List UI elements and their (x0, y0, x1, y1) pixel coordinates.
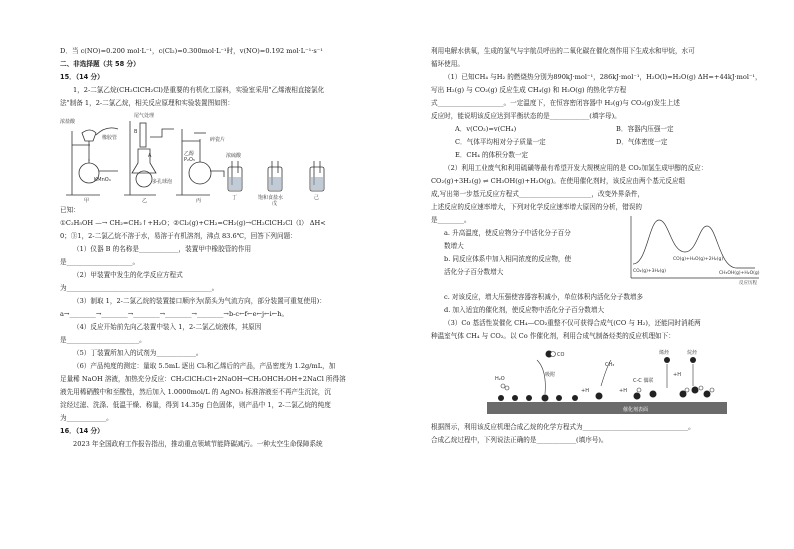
q15-part1-cont: 是____________________。 (60, 258, 140, 266)
q15-part4-cont: 是______________________。 (60, 336, 146, 344)
q16-ab-block (431, 228, 764, 292)
q15-part6-cont3: 淀经过滤、洗涤、低温干燥、称量，得到 14.35g 白色固体，则产品中 1，2-二氯乙烷的纯度 (60, 401, 331, 409)
label-ding: 丁 (232, 195, 238, 201)
graph-label-products: CH₃OH(g)+H₂O(g) (719, 271, 760, 276)
mech-label-surface: 催化剂表面 (623, 407, 649, 413)
q16-intro-cont2: 循环使用。 (431, 60, 464, 68)
mechanism-svg (487, 346, 727, 420)
label-p2o5: P₂O₅ (184, 157, 195, 163)
apparatus-diagram (60, 111, 377, 207)
known-2: 0；③1，2-二氯乙烷不溶于水，易溶于有机溶剂，沸点 83.6℃，回答下列问题： (60, 232, 297, 240)
mech-label-co: CO (557, 352, 565, 358)
label-wu: 戊 (272, 201, 278, 207)
q16-part3-q2: 合成乙烷过程中，下列说法正确的是____________(填序号)。 (431, 436, 608, 444)
q16-part2-cont2: 成,写出第一步基元反应方程式______________________，改变外界条件， (431, 190, 645, 198)
q15-part6-cont4: 为____________。 (60, 414, 113, 422)
label-conc-hcl: 浓盐酸 (60, 119, 76, 125)
q15-part2-cont: 为____________________________________________。 (60, 284, 219, 292)
mechanism-diagram (431, 344, 764, 422)
q15-intro-1: 1，2-二氯乙烷(CH₂ClCH₂Cl)是重要的有机化工原料，实验室采用"乙烯液相直接氯化 (73, 86, 325, 94)
option-b: B．容器内压强一定 (616, 125, 674, 133)
q15-part3-cont: a→________→________→________→________→________→b-c←f←e←j←i←h。 (60, 310, 289, 318)
q16-part2-cont4: 是________。 (431, 216, 471, 224)
label-conc-h2so4: 浓硫酸 (226, 153, 242, 159)
known-heading: 已知： (60, 206, 80, 214)
mech-label-alkene: 烯烃 (659, 350, 670, 356)
known-1: ①C₂H₅OH —→ CH₂=CH₂↑+H₂O；②Cl₂(g)+CH₂=CH₂(g)→CH₂ClCH₂Cl（l） ΔH< (60, 219, 326, 227)
option-row-cd (431, 137, 764, 147)
question-16-title: 16．（14 分） (60, 427, 104, 435)
q16-part1-cont2: 式____________________。一定温度下，在恒容密闭容器中 H₂(g)与 CO₂(g)发生上述 (431, 99, 680, 107)
label-yi: 乙 (142, 198, 148, 204)
question-15-title: 15．（14 分） (60, 73, 104, 81)
q15-part2: （2）甲装置中发生的化学反应方程式 (73, 271, 183, 279)
label-bing: 丙 (196, 198, 202, 204)
apparatus-svg (60, 111, 377, 207)
mech-label-cc-coupling: C-C 偶联 (633, 378, 654, 384)
label-porcelain: 碎瓷片 (210, 137, 226, 143)
q15-part4: （4）反应开始前先向乙装置中装入 1，2-二氯乙烷液体，其原因 (73, 323, 262, 331)
q15-part6-cont1: 足量稀 NaOH 溶液，加热充分反应：CH₂ClCH₂Cl+2NaOH→CH₂OHCH₂OH+2NaCl 所得溶 (60, 375, 346, 383)
option-e: E．CH₄ 的体积分数一定 (455, 151, 529, 159)
option-d: D．当 c(NO)=0.200 mol·L⁻¹，c(Cl₂)=0.300mol·L⁻¹时，v(NO)=0.192 mol·L⁻¹·s⁻¹ (60, 47, 323, 55)
graph-label-reactants: CO₂(g)+3H₂(g) (633, 269, 667, 274)
label-rubber-tube: 橡胶管 (102, 135, 118, 141)
q16-part1-cont1: 写出 H₂(g) 与 CO₂(g) 反应生成 CH₄(g) 和 H₂O(g) 的热化学方程 (431, 86, 627, 94)
mech-label-ch3: CH₃ (605, 362, 615, 368)
q16-part1: （1）已知CH₄ 与H₂ 的燃烧热分别为890kJ·mol⁻¹，286kJ·mol⁻¹，H₂O(l)=H₂O(g) ΔH=+44kJ·mol⁻¹， (444, 73, 762, 81)
option-a: A．v(CO₂)=v(CH₄) (455, 125, 517, 133)
label-kmno4: KMnO₄ (94, 177, 111, 183)
q16-part3-cont: 种温室气体 CH₄ 与 CO₂。以 Co 作催化剂，利用合成气制备烃类的反应机理如下： (431, 332, 675, 340)
q15-part6: （6）产品纯度的测定：量取 5.5mL 逐出 Cl₂和乙烯后的产品，产品密度为 1.2g/mL，加 (73, 362, 336, 370)
label-b: B (134, 129, 138, 135)
q16-intro: 2023 年全国政府工作报告指出，推动重点领域节能降碳减污。一种太空生命保障系统 (73, 440, 323, 448)
mech-label-h3: +H (673, 372, 681, 378)
mech-label-h1: +H (581, 388, 589, 394)
q16-part2-cont3: 上述反应的反应速率增大，下列对化学反应速率增大原因的分析，错误的 (431, 203, 642, 211)
choice-c: c. 对该反应，增大压强使容器容积减小，单位体积内活化分子数增多 (444, 293, 644, 301)
label-porous-bulb: 多孔球泡 (152, 179, 173, 185)
q15-part5: （5）丁装置所加入的试剂为____________。 (73, 349, 203, 357)
q16-part3: （3）Co 基活性炭催化 CH₄—CO₂重整不仅可获得合成气(CO 与 H₂)，还能同时消耗两 (444, 319, 701, 327)
option-c: C．气体平均相对分子质量一定 (455, 138, 546, 146)
option-d-right: D．气体密度一定 (616, 138, 668, 146)
graph-label-x: 反应历程 (739, 281, 757, 286)
label-brine: 饱和食盐水 (258, 195, 284, 201)
option-row-ab (431, 124, 764, 134)
q16-intro-cont1: 利用电解水供氧，生成的氢气与宇航员呼出的二氧化碳在催化剂作用下生成水和甲烷，水可 (431, 47, 695, 55)
label-a: A (148, 153, 152, 159)
q15-intro-2: 法"制备 1，2-二氯乙烷，相关反应原理和实验装置图如图： (60, 99, 234, 107)
q16-part1-cont3: 反应时，能说明该反应达到平衡状态的是____________(填字母)。 (431, 112, 621, 120)
choice-a-2: 数增大 (444, 242, 464, 250)
choice-b-1: b. 同反应体系中加入相同浓度的反应物，使 (444, 255, 572, 263)
mech-label-adsorption: 吸附 (545, 372, 556, 378)
catalyst-surface (487, 402, 727, 414)
mech-label-h2o: H₂O (495, 376, 505, 382)
choice-b-2: 活化分子百分数增大 (444, 268, 504, 276)
q16-part3-q1: 根据图示，利用该反应机理合成乙烷的化学方程式为________________________________。 (431, 423, 695, 431)
q16-part2: （2）利用工业废气和利用硫磺等最有希望开发大规模应用的是 CO₂加氢生成甲醇的反应： (444, 164, 708, 172)
label-jia: 甲 (84, 198, 90, 204)
right-column (397, 0, 794, 549)
mech-label-h2: +H (619, 388, 627, 394)
energy-profile-graph (627, 214, 763, 284)
q15-part3: （3）制取 1，2-二氯乙烷的装置接口顺序为(箭头为气流方向，部分装置可重复使用)： (73, 297, 326, 305)
q15-part6-cont2: 液先用稀硝酸中和至酸性，然后加入 1.0000mol/L 的 AgNO₃ 标准溶液至不再产生沉淀，沉 (60, 388, 331, 396)
label-ji: 己 (314, 195, 320, 201)
label-tail-gas: 尾气处理 (134, 113, 155, 119)
q16-part2-cont1: CO₂(g)+3H₂(g) ⇌ CH₃OH(g)+H₂O(g)。在使用催化剂时，该反应由两个基元反应组 (431, 177, 686, 185)
section-heading: 二、非选择题（共 58 分） (60, 60, 140, 68)
q15-part1: （1）仪器 B 的名称是____________，装置甲中橡胶管的作用 (73, 245, 252, 253)
mech-label-alkane: 烷烃 (687, 350, 698, 356)
choice-d: d. 加入适宜的催化剂，使反应物中活化分子百分数增大 (444, 306, 605, 314)
label-ethanol: 乙醇 (184, 151, 195, 157)
choice-a-1: a. 升高温度，使反应物分子中活化分子百分 (444, 229, 571, 237)
graph-label-intermediate: CO(g)+H₂O(g)+2H₂(g) (673, 257, 724, 262)
